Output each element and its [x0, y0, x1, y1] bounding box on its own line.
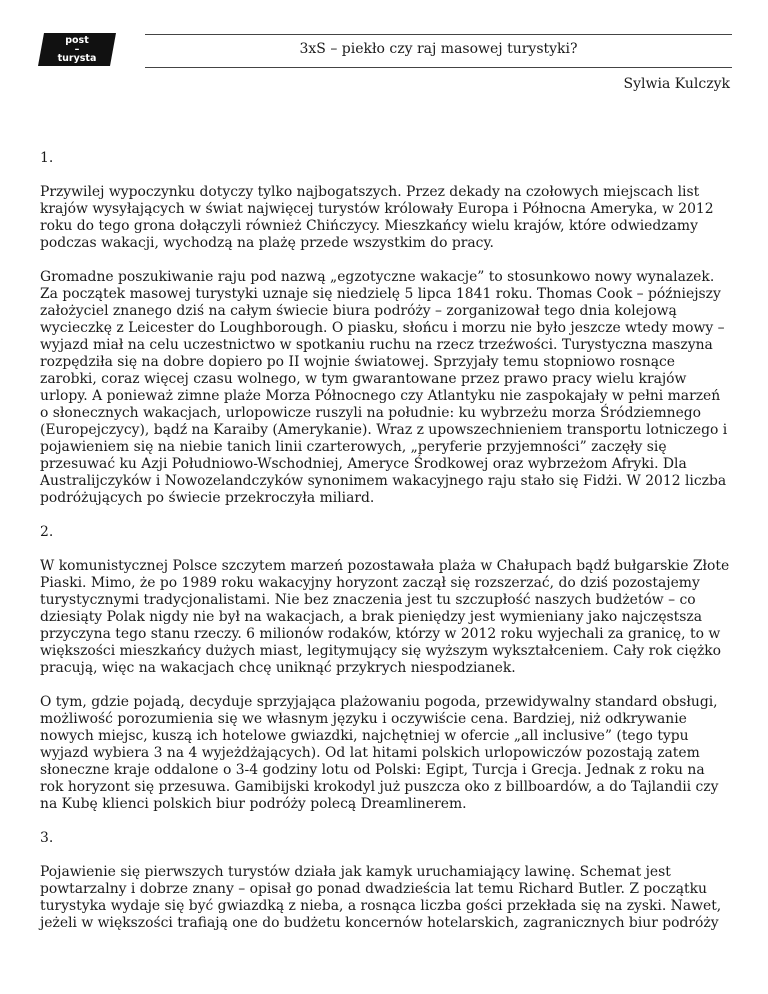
paragraph: Przywilej wypoczynku dotyczy tylko najbogatszych. Przez dekady na czołowych miejscach list krajów wysyłających w świat najwięcej turystów królowały Europa i Północna Ameryka, w 2012 roku do tego grona dołączyli również Chińczycy. Mieszkańcy wielu krajów, które odwiedzamy podczas wakacji, wychodzą na plażę przede wszystkim do pracy. — [40, 184, 714, 251]
section-number: 3. — [40, 830, 54, 846]
paragraph: Pojawienie się pierwszych turystów działa jak kamyk uruchamiający lawinę. Schemat jest powtarzalny i dobrze znany – opisał go ponad dwadzieścia lat temu Richard Butler. Z początku turystyka wydaje się być gwiazdką z nieba, a rosnąca liczba gości przekłada się na zyski. Nawet, jeżeli w większości trafiają one do budżetu koncernów hotelarskich, zagranicznych biur podróży — [40, 864, 722, 931]
header-rule-bottom — [145, 67, 732, 68]
paragraph: W komunistycznej Polsce szczytem marzeń pozostawała plaża w Chałupach bądź bułgarskie Złote Piaski. Mimo, że po 1989 roku wakacyjny horyzont zaczął się rozszerzać, do dziś pozostajemy turystycznymi tradycjonalistami. Nie bez znaczenia jest tu szczupłość naszych budżetów – co dziesiąty Polak nigdy nie był na wakacjach, a brak pieniędzy jest wymieniany jako najczęstsza przyczyna tego stanu rzeczy. 6 milionów rodaków, którzy w 2012 roku wyjechali za granicę, to w większości mieszkańcy dużych miast, legitymujący się wyższym wykształceniem. Cały rok ciężko pracują, więc na wakacjach chcę uniknąć przykrych niespodzianek. — [40, 558, 730, 676]
paragraph: Gromadne poszukiwanie raju pod nazwą „egzotyczne wakacje” to stosunkowo nowy wynalazek. Za początek masowej turystyki uznaje się niedzielę 5 lipca 1841 roku. Thomas Cook – późniejszy założyciel znanego dziś na całym świecie biura podróży – zorganizował tego dnia kolejową wycieczkę z Leicester do Loughborough. O piasku, słońcu i morzu nie było jeszcze wtedy mowy – wyjazd miał na celu uczestnictwo w spotkaniu ruchu na rzecz trzeźwości. Turystyczna maszyna rozpędziła się na dobre dopiero po II wojnie światowej. Sprzyjały temu stopniowo rosnące zarobki, coraz więcej czasu wolnego, w tym gwarantowane przez prawo pracy wielu krajów urlopy. A ponieważ zimne plaże Morza Północnego czy Atlantyku nie zaspokajały w pełni marzeń o słonecznych wakacjach, urlopowicze ruszyli na południe: ku wybrzeżu morza Śródziemnego (Europejczycy), bądź na Karaiby (Amerykanie). Wraz z upowszechnieniem transportu lotniczego i pojawieniem się na niebie tanich linii czarterowych, „peryferie przyjemności” zaczęły się przesuwać ku Azji Południowo-Wschodniej, Ameryce Środkowej oraz wybrzeżom Afryki. Dla Australijczyków i Nowozelandczyków synonimem wakacyjnego raju stało się Fidżi. W 2012 liczba podróżujących po świecie przekroczyła miliard. — [40, 269, 728, 506]
logo-line-3: turysta — [57, 53, 97, 64]
document-title: 3xS – piekło czy raj masowej turystyki? — [299, 41, 578, 57]
header-rule-top — [145, 34, 732, 35]
post-turysta-logo — [38, 33, 116, 66]
paragraph: O tym, gdzie pojadą, decyduje sprzyjająca plażowaniu pogoda, przewidywalny standard obsługi, możliwość porozumienia się we własnym języku i oczywiście cena. Bardziej, niż odkrywanie nowych miejsc, kuszą ich hotelowe gwiazdki, najchętniej w ofercie „all inclusive” (tego typu wyjazd wybiera 3 na 4 wyjeżdżających). Od lat hitami polskich urlopowiczów pozostają zatem słoneczne kraje oddalone o 3-4 godziny lotu od Polski: Egipt, Turcja i Grecja. Jednak z roku na rok horyzont się przesuwa. Gamibijski krokodyl już puszcza oko z billboardów, a do Tajlandii czy na Kubę klienci polskich biur podróży polecą Dreamlinerem. — [40, 694, 719, 812]
document-author: Sylwia Kulczyk — [623, 76, 730, 92]
logo-text — [38, 33, 116, 66]
logo-line-1: post — [65, 35, 89, 46]
section-number: 1. — [40, 150, 54, 166]
article-body — [40, 150, 730, 949]
logo-line-2: – — [74, 44, 80, 55]
section-number: 2. — [40, 524, 54, 540]
